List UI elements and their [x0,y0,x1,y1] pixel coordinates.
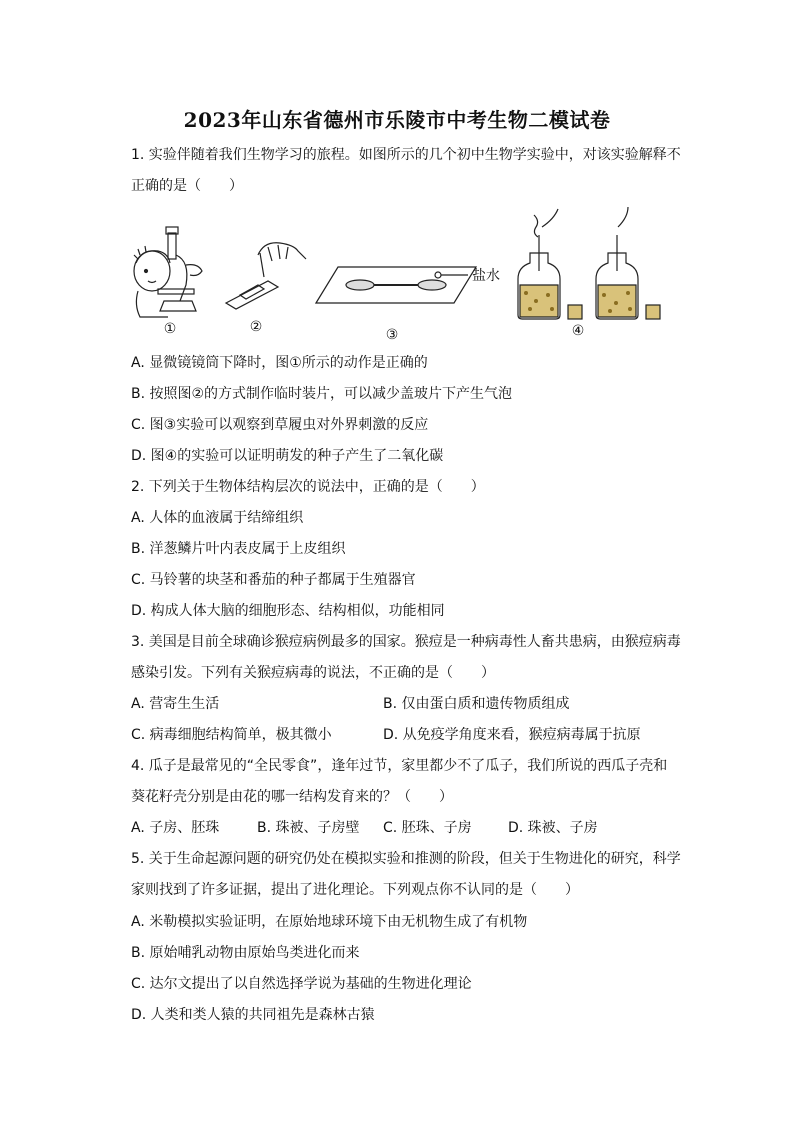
q5-option-c: C. 达尔文提出了以自然选择学说为基础的生物进化理论 [131,976,472,992]
q2-option-c: C. 马铃薯的块茎和番茄的种子都属于生殖器官 [131,572,416,588]
saltwater-label: 盐水 [472,268,500,284]
q5-option-a: A. 米勒模拟实验证明，在原始地球环境下由无机物生成了有机物 [131,914,528,930]
q4-option-b: B. 珠被、子房壁 [257,820,360,836]
q3-option-a: A. 营寄生生活 [131,696,220,712]
q1-option-d: D. 图④的实验可以证明萌发的种子产生了二氧化碳 [131,448,444,464]
figure-label-4: ④ [571,323,585,339]
q2-option-b: B. 洋葱鳞片叶内表皮属于上皮组织 [131,541,346,557]
slide-preparation-illustration [226,243,306,309]
q4-option-a: A. 子房、胚珠 [131,820,220,836]
q4-option-d: D. 珠被、子房 [508,820,598,836]
q4-stem-line1: 4. 瓜子是最常见的“全民零食”，逢年过节，家里都少不了瓜子，我们所说的西瓜子壳和 [131,758,668,774]
q5-option-b: B. 原始哺乳动物由原始鸟类进化而来 [131,945,360,961]
figure-label-3: ③ [385,327,399,343]
q2-option-d: D. 构成人体大脑的细胞形态、结构相似，功能相同 [131,603,445,619]
microscope-observer-illustration [134,227,202,317]
q5-stem-line2: 家则找到了许多证据，提出了进化理论。下列观点你不认同的是（ ） [131,882,579,898]
q1-stem-line1: 1. 实验伴随着我们生物学习的旅程。如图所示的几个初中生物学实验中，对该实验解释不 [131,147,681,163]
q3-option-b: B. 仅由蛋白质和遗传物质组成 [383,696,570,712]
q3-stem-line1: 3. 美国是目前全球确诊猴痘病例最多的国家。猴痘是一种病毒性人畜共患病，由猴痘病毒 [131,634,681,650]
q3-option-d: D. 从免疫学角度来看，猴痘病毒属于抗原 [383,727,641,743]
q3-option-c: C. 病毒细胞结构简单，极其微小 [131,727,332,743]
seed-bottles-illustration [518,207,660,319]
q5-option-d: D. 人类和类人猿的共同祖先是森林古猿 [131,1007,375,1023]
q1-option-a: A. 显微镜镜筒下降时，图①所示的动作是正确的 [131,355,428,371]
q3-stem-line2: 感染引发。下列有关猴痘病毒的说法，不正确的是（ ） [131,665,495,681]
q1-option-b: B. 按照图②的方式制作临时装片，可以减少盖玻片下产生气泡 [131,386,513,402]
figure-label-2: ② [249,319,263,335]
figure-label-1: ① [163,321,177,337]
q1-stem-line2: 正确的是（ ） [131,178,243,194]
q2-option-a: A. 人体的血液属于结缔组织 [131,510,304,526]
q2-stem: 2. 下列关于生物体结构层次的说法中，正确的是（ ） [131,479,485,495]
q4-stem-line2: 葵花籽壳分别是由花的哪一结构发育来的？（ ） [131,789,453,805]
page-title: 2023年山东省德州市乐陵市中考生物二模试卷 [183,108,611,132]
q4-option-c: C. 胚珠、子房 [383,820,472,836]
experiment-figure [128,205,668,345]
paramecium-slide-illustration [316,267,476,303]
q1-option-c: C. 图③实验可以观察到草履虫对外界刺激的反应 [131,417,429,433]
q5-stem-line1: 5. 关于生命起源问题的研究仍处在模拟实验和推测的阶段，但关于生物进化的研究，科学 [131,851,681,867]
